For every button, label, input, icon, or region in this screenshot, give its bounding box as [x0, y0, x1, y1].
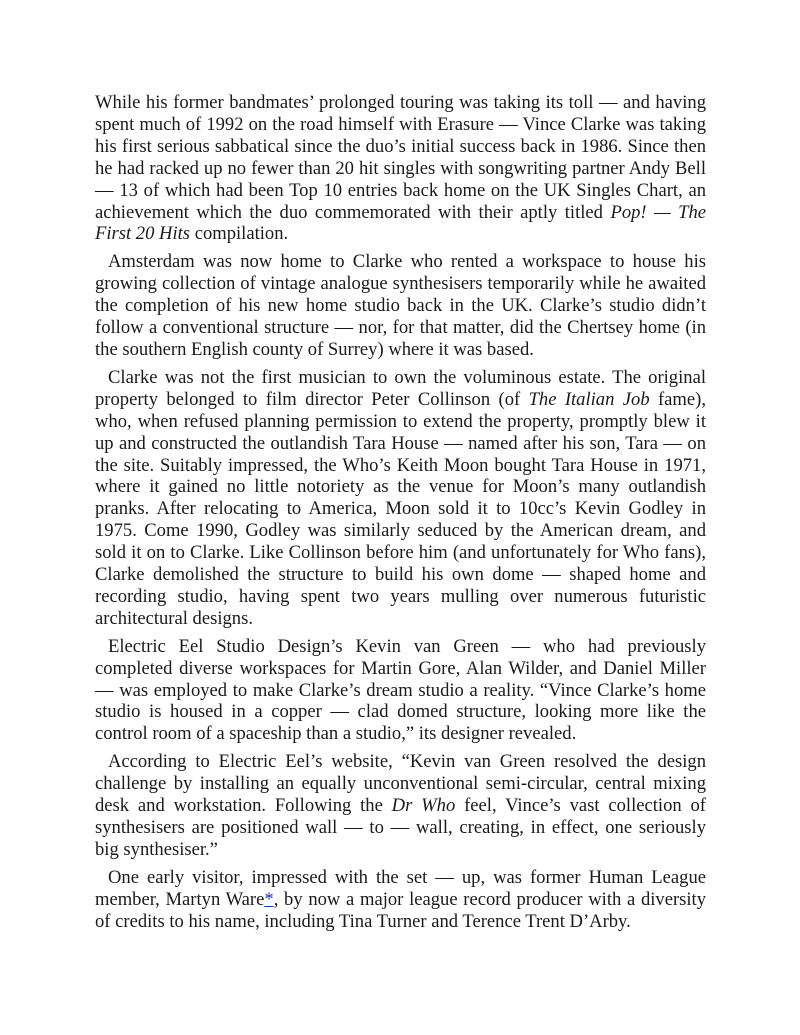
paragraph-4	[95, 636, 706, 746]
paragraph-text: Clarke was not the first musician to own the voluminous estate. The original property belonged to film director Peter Collinson (of	[95, 366, 706, 410]
paragraph-2	[95, 251, 706, 361]
paragraph-3	[95, 367, 706, 630]
paragraph-text: Amsterdam was now home to Clarke who rented a workspace to house his growing collection of vintage analogue synthesisers temporarily while he awaited the completion of his new home studio back in the UK. Clarke’s studio didn’t follow a conventional structure — nor, for that matter, did the Chertsey home (in the southern English county of Surrey) where it was based.	[95, 251, 706, 360]
film-title: The Italian Job	[528, 388, 650, 410]
paragraph-text: While his former bandmates’ prolonged touring was taking its toll — and having spent much of 1992 on the road himself with Erasure — Vince Clarke was taking his first serious sabbatical since the duo’s initial success back in 1986. Since then he had racked up no fewer than 20 hit singles with songwriting partner Andy Bell — 13 of which had been Top 10 entries back home on the UK Singles Chart, an achievement which the duo commemorated with their aptly titled	[95, 92, 706, 223]
paragraph-text: feel, Vince’s vast collection of synthesisers are positioned wall — to — wall, creating, in effect, one seriously big synthesiser.”	[95, 795, 706, 860]
paragraph-text: , by now a major league record producer with a diversity of credits to his name, including Tina Turner and Terence Trent D’Arby.	[95, 888, 707, 932]
paragraph-text: fame), who, when refused planning permission to extend the property, promptly blew it up and constructed the outlandish Tara House — named after his son, Tara — on the site. Suitably impressed, the Who’s Keith Moon bought Tara House in 1971, where it gained no little notoriety as the venue for Moon’s many outlandish pranks. After relocating to America, Moon sold it to 10cc’s Kevin Godley in 1975. Come 1990, Godley was similarly seduced by the American dream, and sold it on to Clarke. Like Collinson before him (and unfortunately for Who fans), Clarke demolished the structure to build his own dome — shaped home and recording studio, having spent two years mulling over numerous futuristic architectural designs.	[95, 388, 706, 629]
document-body	[95, 92, 706, 939]
paragraph-5	[95, 751, 706, 861]
footnote-link[interactable]: *	[264, 888, 274, 910]
paragraph-text: Electric Eel Studio Design’s Kevin van Green — who had previously completed diverse workspaces for Martin Gore, Alan Wilder, and Daniel Miller — was employed to make Clarke’s dream studio a reality. “Vince Clarke’s home studio is housed in a copper — clad domed structure, looking more like the control room of a spaceship than a studio,” its designer revealed.	[95, 635, 706, 745]
show-title: Dr Who	[391, 795, 456, 817]
paragraph-6	[95, 867, 706, 933]
paragraph-text: According to Electric Eel’s website, “Kevin van Green resolved the design challenge by installing an equally unconventional semi-circular, central mixing desk and workstation. Following the	[95, 751, 706, 817]
paragraph-text: One early visitor, impressed with the set — up, was former Human League member, Martyn Ware	[95, 866, 706, 910]
paragraph-text: compilation.	[190, 223, 289, 245]
album-title: Pop! — The First 20 Hits	[95, 201, 706, 245]
paragraph-1	[95, 92, 706, 245]
